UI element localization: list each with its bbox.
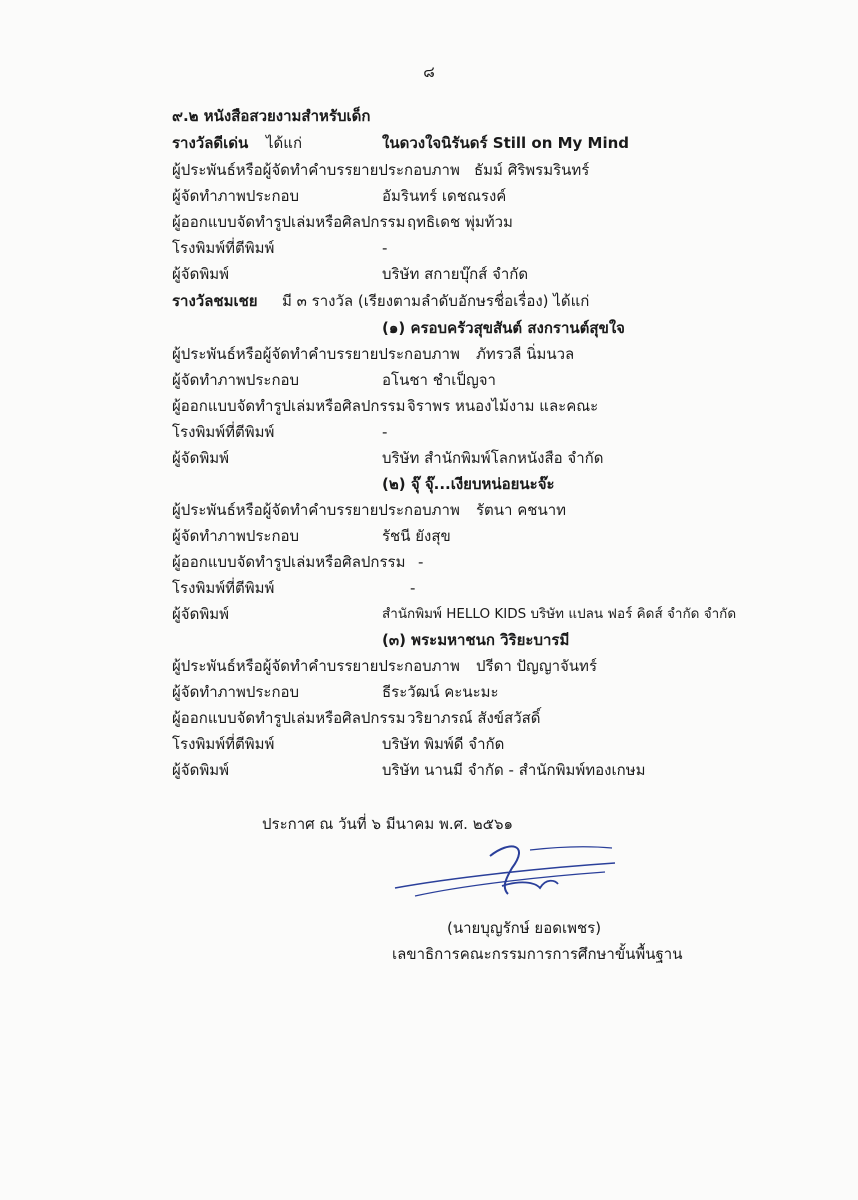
row-label: ผู้จัดทำภาพประกอบ bbox=[172, 371, 300, 389]
row-value: อโนชา ชำเป็ญจา bbox=[382, 371, 496, 389]
row-label: โรงพิมพ์ที่ตีพิมพ์ bbox=[172, 239, 275, 257]
row-label: ผู้ประพันธ์หรือผู้จัดทำคำบรรยายประกอบภาพ bbox=[172, 161, 460, 179]
row-label: ผู้จัดทำภาพประกอบ bbox=[172, 683, 300, 701]
honorable-book-title: (๑) ครอบครัวสุขสันต์ สงกรานต์สุขใจ bbox=[382, 319, 625, 337]
row-label: โรงพิมพ์ที่ตีพิมพ์ bbox=[172, 423, 275, 441]
row-value: สำนักพิมพ์ HELLO KIDS บริษัท แปลน ฟอร์ คิดส์ จำกัด จำกัด bbox=[382, 606, 737, 622]
honorable-book-title: (๓) พระมหาชนก วิริยะบารมี bbox=[382, 631, 570, 649]
row-value: บริษัท พิมพ์ดี จำกัด bbox=[382, 735, 505, 753]
row-value: ฤทธิเดช พุ่มท้วม bbox=[407, 213, 513, 231]
row-value: ธีระวัฒน์ คะนะมะ bbox=[382, 683, 499, 701]
row-label: ผู้ออกแบบจัดทำรูปเล่มหรือศิลปกรรม bbox=[172, 397, 406, 415]
honorable-award-text: มี ๓ รางวัล (เรียงตามลำดับอักษรชื่อเรื่อง) ได้แก่ bbox=[282, 292, 590, 310]
row-value: รัชนี ยังสุข bbox=[382, 527, 451, 545]
honorable-book-title: (๒) จุ๊ จุ๊...เงียบหน่อยนะจ๊ะ bbox=[382, 475, 555, 493]
row-label: ผู้ประพันธ์หรือผู้จัดทำคำบรรยายประกอบภาพ bbox=[172, 345, 460, 363]
row-value: จิราพร หนองไม้งาม และคณะ bbox=[407, 397, 599, 415]
outstanding-book-title: ในดวงใจนิรันดร์ Still on My Mind bbox=[382, 134, 630, 152]
row-label: ผู้จัดพิมพ์ bbox=[172, 265, 229, 283]
row-value: บริษัท สำนักพิมพ์โลกหนังสือ จำกัด bbox=[382, 449, 604, 467]
honorable-award-label: รางวัลชมเชย bbox=[172, 292, 258, 310]
row-label: ผู้ออกแบบจัดทำรูปเล่มหรือศิลปกรรม bbox=[172, 213, 406, 231]
row-label: ผู้จัดพิมพ์ bbox=[172, 761, 229, 779]
row-label: โรงพิมพ์ที่ตีพิมพ์ bbox=[172, 579, 275, 597]
row-label: ผู้จัดพิมพ์ bbox=[172, 449, 229, 467]
row-label: ผู้ออกแบบจัดทำรูปเล่มหรือศิลปกรรม bbox=[172, 553, 406, 571]
row-value: ธัมม์ ศิริพรมรินทร์ bbox=[474, 161, 590, 179]
row-value: - bbox=[382, 423, 388, 441]
row-value: บริษัท นานมี จำกัด - สำนักพิมพ์ทองเกษม bbox=[382, 761, 646, 779]
row-value: บริษัท สกายบุ๊กส์ จำกัด bbox=[382, 265, 529, 283]
row-value: รัตนา คชนาท bbox=[476, 501, 567, 519]
row-value: - bbox=[410, 579, 416, 597]
signature-image bbox=[390, 838, 620, 908]
announcement-date: ประกาศ ณ วันที่ ๖ มีนาคม พ.ศ. ๒๕๖๑ bbox=[262, 815, 513, 833]
row-value: ภัทรวลี นิ่มนวล bbox=[476, 345, 575, 363]
outstanding-award-label: รางวัลดีเด่น bbox=[172, 134, 249, 152]
row-label: ผู้จัดทำภาพประกอบ bbox=[172, 527, 300, 545]
page-number: ๘ bbox=[423, 63, 435, 81]
row-value: - bbox=[418, 553, 424, 571]
row-value: ปรีดา ปัญญาจันทร์ bbox=[476, 657, 598, 675]
row-value: - bbox=[382, 239, 388, 257]
row-label: ผู้จัดพิมพ์ bbox=[172, 605, 229, 623]
row-label: ผู้จัดทำภาพประกอบ bbox=[172, 187, 300, 205]
signatory-position: เลขาธิการคณะกรรมการการศึกษาขั้นพื้นฐาน bbox=[392, 945, 683, 963]
row-label: ผู้ประพันธ์หรือผู้จัดทำคำบรรยายประกอบภาพ bbox=[172, 657, 460, 675]
row-value: วริยาภรณ์ สังข์สวัสดิ์ bbox=[407, 709, 541, 727]
outstanding-given-to: ได้แก่ bbox=[266, 134, 303, 152]
section-title: ๙.๒ หนังสือสวยงามสำหรับเด็ก bbox=[172, 107, 371, 125]
row-value: อัมรินทร์ เดชณรงค์ bbox=[382, 187, 507, 205]
row-label: ผู้ออกแบบจัดทำรูปเล่มหรือศิลปกรรม bbox=[172, 709, 406, 727]
signature-icon bbox=[390, 838, 620, 908]
row-label: ผู้ประพันธ์หรือผู้จัดทำคำบรรยายประกอบภาพ bbox=[172, 501, 460, 519]
signatory-name: (นายบุญรักษ์ ยอดเพชร) bbox=[447, 919, 602, 937]
row-label: โรงพิมพ์ที่ตีพิมพ์ bbox=[172, 735, 275, 753]
